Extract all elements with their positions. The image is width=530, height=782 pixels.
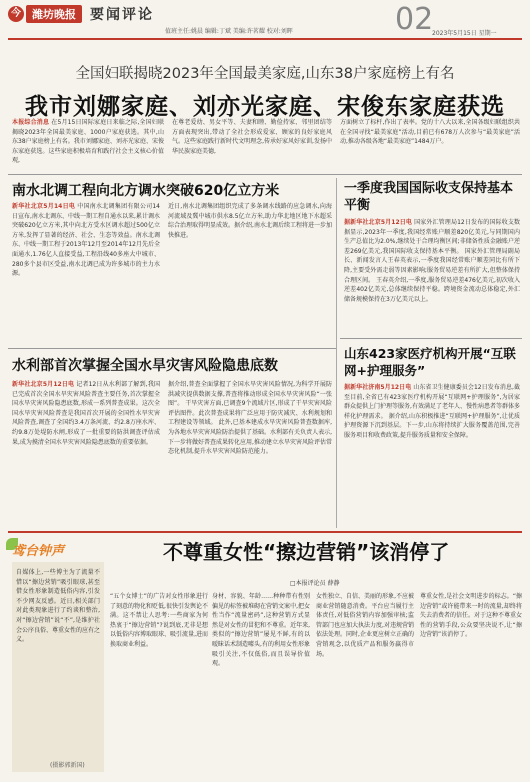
opinion-col3: 女性独立、自信、美丽的形象,不应被商业营销随意消费。平台应当履行主体责任,对低俗营销内容加强审核;监管部门也应加大执法力度,对违规营销依法处理。同时,企业更应树立正确的营销观念,以优质产品和服务赢得市场。 bbox=[316, 593, 414, 658]
nsbd-p1: 中国南水北调集团有限公司14日宣布,南水北调东、中线一期工程自通水以来,累计调水突破620亿立方米,其中向北方受水区调水超过500亿立方米,发挥了显著的经济、社会、生态等效益。南水北调东、中线一期工程于2013年12月至2014年12月先后全面通水,1.76亿人直接受益,工程沿线40多座大中城市、280多个县市区受益,南水北调已成为许多城市的主力水源。 bbox=[12, 203, 160, 278]
top-story-rule bbox=[8, 174, 522, 175]
opinion-headline[interactable]: 不尊重女性“擦边营销”该消停了 bbox=[163, 540, 450, 564]
flood-p3: 干旱灾害方面,已调查9个流域片区,形成了干旱灾害风险评估图件。此次普查成果将广泛应用于防灾减灾、水利规划和工程建设等领域。 bbox=[168, 400, 332, 427]
medical-byline: 据新华社济南5月12日电 bbox=[344, 384, 412, 391]
nsbd-rule bbox=[8, 348, 336, 349]
column-divider bbox=[336, 178, 337, 528]
logo-mark-icon: 今 bbox=[8, 6, 24, 22]
balance-rule bbox=[340, 338, 522, 339]
opinion-col1: “五个女博士”的广告对女性形象进行了刻意的物化和贬低,很快引发舆论不满。这不禁让人思考:一些商家为何热衷于“擦边营销”?说到底,无非是想以低俗内容博取眼球、吸引流量,进而换取商业利益。 bbox=[110, 593, 208, 648]
flood-byline: 新华社北京5月12日电 bbox=[12, 381, 75, 388]
top-story-col2: 在尊老爱幼、男女平等、夫妻和睦、勤俭持家、邻里团结等方面表现突出,带动了全社会形成爱家、顾家的良好家庭风气。这些家庭践行新时代文明理念,传承好家风好家训,发扬中华民族家庭美德, bbox=[172, 119, 332, 155]
flood-headline[interactable]: 水利部首次掌握全国水旱灾害风险隐患底数 bbox=[12, 358, 278, 374]
nsbd-col2: 近日,南水北调集团组织完成了多条调水线路的应急调水,向海河流域及冀中城市供水8.5亿立方米,助力华北地区地下水超采综合治理取得明显成效。据介绍,南水北调后续工程将进一步加快推进。 bbox=[168, 203, 332, 239]
masthead-rule bbox=[8, 38, 522, 40]
flood-p2: 据介绍,普查全面掌握了全国水旱灾害风险情况,为科学开展防洪减灾提供数据支撑,普查将推动形成全国水旱灾害风险“一张图”。 bbox=[168, 381, 332, 408]
top-story-headline[interactable]: 我市刘娜家庭、刘亦光家庭、宋俊东家庭获选 bbox=[25, 94, 505, 120]
opinion-rule bbox=[8, 531, 522, 533]
photo-credit: (摄影郭新国) bbox=[50, 762, 85, 769]
medical-body bbox=[344, 383, 520, 525]
balance-body bbox=[344, 218, 520, 334]
newspaper-logo[interactable] bbox=[8, 4, 154, 24]
editor-credits: 值班主任:姚晨 编辑:丁斌 美编:许茗耀 校对:刘晖 bbox=[165, 28, 293, 35]
medical-p1: 山东省卫生健康委员会12日发布消息,截至目前,全省已有423家医疗机构开展“互联网+护理服务”,为居家群众提供上门护理等服务,有效满足了老年人、慢性病患者等群体多样化护理需求。 bbox=[344, 384, 520, 420]
paper-name: 潍坊晚报 bbox=[26, 5, 82, 23]
opinion-col4: 尊重女性,是社会文明进步的标志。“擦边营销”或许能带来一时的流量,却终将失去消费者的信任。对于这种不尊重女性的营销手段,公众要坚决说不,让“擦边营销”该消停了。 bbox=[420, 593, 522, 639]
flood-p4: 此外,已基本建成水旱灾害风险普查数据库,为各地水旱灾害风险防治提供了基础。水利部有关负责人表示,下一步将做好普查成果转化应用,推动建立水旱灾害风险评估常态化机制,提升水旱灾害风险防范能力。 bbox=[168, 419, 332, 456]
medical-p2: 据介绍,山东积极推进“互联网+护理服务”,让优质护理资源下沉到基层。下一步,山东将持续扩大服务覆盖范围,完善服务项目和收费政策,提升服务质量和安全保障。 bbox=[344, 412, 520, 439]
nsbd-col1 bbox=[12, 202, 160, 342]
balance-p2: 国家外汇管理局副局长、新闻发言人王春英表示,一季度我国经常账户顺差同比有所下降,主要受外需走弱等因素影响;服务贸易逆差有所扩大,但整体保持合理区间。 bbox=[344, 247, 520, 284]
flood-col2 bbox=[168, 380, 332, 525]
column-name: 鸢台钟声 bbox=[12, 544, 65, 559]
issue-date: 2023年5月15日 星期一 bbox=[432, 30, 497, 37]
balance-byline: 据新华社北京5月12日电 bbox=[344, 219, 413, 226]
section-title: 要闻评论 bbox=[90, 7, 154, 23]
top-story-byline: 本报综合消息 bbox=[12, 119, 50, 126]
nsbd-headline[interactable]: 南水北调工程向北方调水突破620亿立方米 bbox=[12, 183, 280, 199]
flood-col1 bbox=[12, 380, 160, 525]
page-number: 02 bbox=[395, 2, 434, 37]
top-story-col3: 方面树立了标杆,作出了表率。党的十八大以来,全国各级妇联组织共在全国寻找“最美家庭”活动,目前已有678万人次参与“最美家庭”活动,推动各级各地“最美家庭”1484万户。 bbox=[340, 119, 520, 146]
medical-headline[interactable]: 山东423家医疗机构开展“互联网+护理服务” bbox=[344, 346, 516, 378]
balance-headline[interactable]: 一季度我国国际收支保持基本平衡 bbox=[344, 181, 514, 213]
top-story-col1-text: 在5月15日国际家庭日来临之际,全国妇联揭晓2023年全国最美家庭、1000户家庭获选。其中,山东38户家庭榜上有名。我市刘娜家庭、刘亦光家庭、宋俊东家庭获选。这些家庭积极培育和践行社会主义核心价值观, bbox=[12, 119, 164, 165]
balance-p3: 王春英介绍,一季度,服务贸易逆差476亿美元,初次收入逆差402亿美元,总体继续保持平稳。跨境资金流动总体稳定,外汇储备规模保持在3万亿美元以上。 bbox=[344, 276, 520, 303]
masthead bbox=[0, 0, 530, 40]
opinion-sidebar-text: 自媒体上,一些博主为了流量不惜以“擦边营销”吸引眼球,甚至借女性形象制造低俗内容,引发不少网友反感。近日,相关部门对此类现象进行了约谈和整治,对“擦边营销”说“不”,是维护社会公序良俗、尊重女性的应有之义。 bbox=[16, 569, 100, 644]
flood-p1: 记者12日从水利部了解到,我国已完成首次全国水旱灾害风险普查主要任务,首次掌握全国水旱灾害风险隐患底数,形成一系列普查成果。这次全国水旱灾害风险普查是我国首次开展的全国性水旱灾害风险普查,调查了全国约3.4万条河流、约2.8万座水库、约9.8万处堤防水闸,形成了一批重要的防洪调查评估成果,成为摸清全国水旱灾害风险隐患底数的重要依据。 bbox=[12, 381, 160, 446]
opinion-col2: 身材、容貌、年龄……种种带有性别偏见的标签被堆砌在营销文案中,把女性当作“流量密码”,这种营销方式显然是对女性的冒犯和不尊重。近年来,类似的“擦边营销”屡见不鲜,有的以暧昧话术制造噱头,有的利用女性形象吸引关注,不仅低俗,而且误导价值观。 bbox=[212, 593, 310, 668]
balance-p1: 国家外汇管理局12日发布的国际收支数据显示,2023年一季度,我国经常账户顺差820亿美元,与同期国内生产总值比为2.0%,继续处于合理均衡区间;非储备性质金融账户逆差269亿美元,我国国际收支保持基本平衡。 bbox=[344, 219, 520, 255]
top-story-col1 bbox=[12, 118, 164, 168]
top-story-subtitle: 全国妇联揭晓2023年全国最美家庭,山东38户家庭榜上有名 bbox=[75, 66, 455, 82]
nsbd-byline: 新华社北京5月14日电 bbox=[12, 203, 76, 210]
opinion-byline: □本报评论员 薛静 bbox=[290, 580, 340, 587]
